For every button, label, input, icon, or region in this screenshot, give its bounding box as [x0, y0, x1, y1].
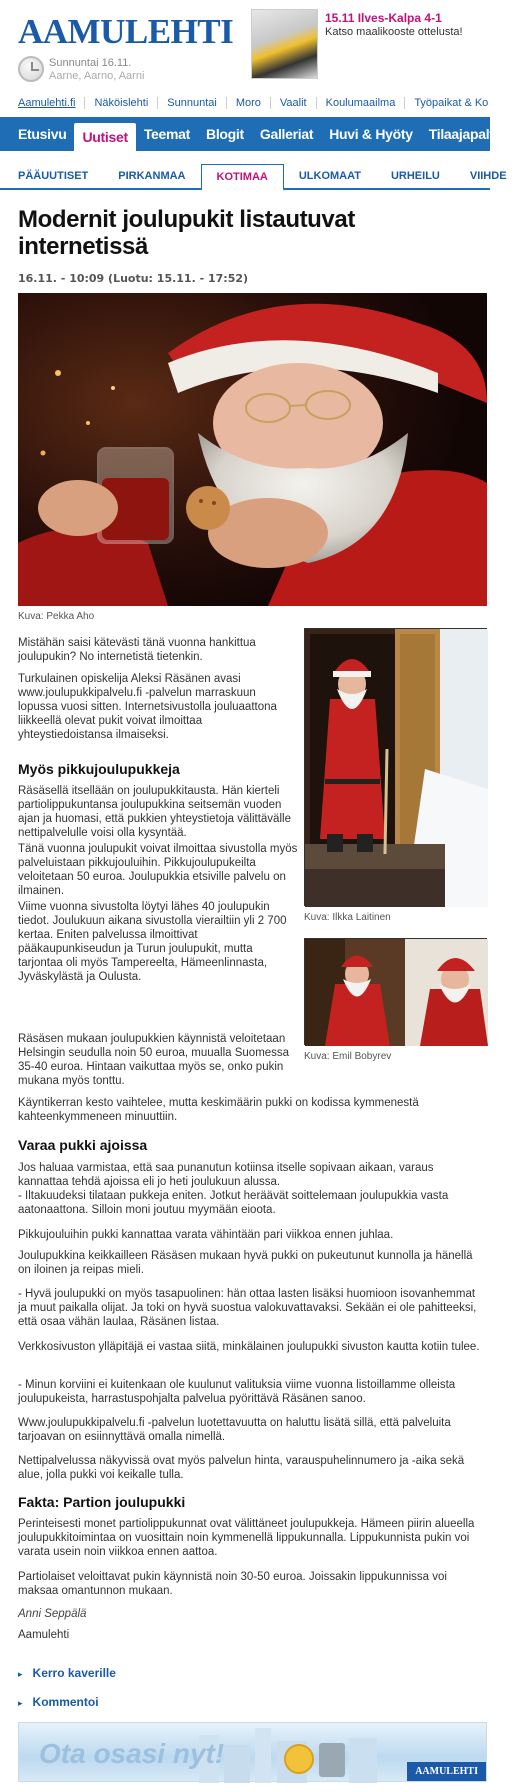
- paragraph-2: Turkulainen opiskelija Aleksi Räsänen avasi www.joulupukkipalvelu.fi -palvelun marraskuun lopussa vuosi sitten. Internetsivustolla jouluaattona liikkeellä olevat pukit voivat ilmoittaa yhteystiedoistansa ilmaiseksi.: [18, 673, 277, 741]
- toplink-koulumaailma[interactable]: Koulumaailma: [316, 97, 405, 109]
- paragraph-13: Verkkosivuston ylläpitäjä ei vastaa siitä, minkälainen joulupukki sivuston kautta kotiin tulee.: [18, 1341, 480, 1353]
- banner-slogan: Ota osasi nyt!: [39, 1738, 225, 1769]
- side-photo-2-caption: Kuva: Emil Bobyrev: [304, 1051, 392, 1062]
- paragraph-12: - Hyvä joulupukki on myös tasapuolinen: hän ottaa lasten lisäksi huomioon isovanhemmat ja muut paikalla olijat. Ja toki on hyvä suostua valokuvattavaksi. Sekään ei ole pahitteeksi, että osaa vähän laulaa, Räsänen listaa.: [18, 1288, 477, 1328]
- paragraph-6: Räsäsen mukaan joulupukkien käynnistä veloitetaan Helsingin seudulla noin 50 euroa, muualla Suomessa 35-40 euroa. Hintaan vaikuttaa myös se, onko pukin mukana myös tonttu.: [18, 1033, 290, 1087]
- share-link-label: Kerro kaverille: [32, 1666, 116, 1680]
- tab-kotimaa[interactable]: KOTIMAA: [201, 164, 284, 191]
- toplink-aamulehti[interactable]: Aamulehti.fi: [18, 97, 76, 109]
- article-author: Anni Seppälä: [18, 1608, 87, 1620]
- paragraph-14: - Minun korviini ei kuitenkaan ole kuulunut valituksia viime vuonna listoillamme olleista joulupukeista, harrastuspohjalta palvelua pyörittävä Räsänen sanoo.: [18, 1379, 456, 1405]
- name-days: Aarne, Aarno, Aarni: [49, 70, 145, 82]
- chevron-right-icon: ▸: [18, 1669, 23, 1679]
- promo-thumbnail[interactable]: [251, 9, 318, 79]
- paragraph-3: Räsäsellä itsellään on joulupukkitausta. Hän kierteli partiolippukuntansa joulupukkina seitsemän vuoden ajan ja huomasi, että pukkien yhteystietoja välittävälle nettipalvelulle voisi olla kysyntää.: [18, 785, 291, 839]
- clock-icon: [18, 56, 44, 82]
- paragraph-7: Käyntikerran kesto vaihtelee, mutta keskimäärin pukki on kodissa kymmenestä kahteenkymmeneen minuuttiin.: [18, 1097, 419, 1123]
- banner-brand-logo: AAMULEHTI: [407, 1762, 486, 1781]
- top-links-bar: [0, 93, 490, 113]
- section-subnavigation: [0, 163, 507, 190]
- main-navigation: [0, 117, 505, 151]
- article-source: Aamulehti: [18, 1629, 70, 1641]
- paragraph-18: Partiolaiset veloittavat pukin käynnistä noin 30-50 euroa. Joissakin lippukunnissa voi maksaa omantunnon mukaan.: [18, 1571, 447, 1597]
- paragraph-11: Joulupukkina keikkailleen Räsäsen mukaan hyvä pukki on pukeutunut kunnolla ja hänellä on iloinen ja reipas mieli.: [18, 1250, 473, 1276]
- tab-viihde[interactable]: VIIHDE: [469, 170, 507, 182]
- tab-paauutiset[interactable]: PÄÄUUTISET: [18, 170, 89, 182]
- side-photo-two-santas[interactable]: [304, 938, 487, 1045]
- toplink-moro[interactable]: Moro: [226, 97, 270, 109]
- nav-tilaajapalvelut[interactable]: Tilaajapalve: [428, 126, 505, 142]
- site-header: [0, 0, 490, 88]
- paragraph-9: - Iltakuudeksi tilataan pukkeja eniten. Jotkut heräävät soittelemaan joulupukkia vasta aatonaattona. Silloin moni joutuu myymään eioota.: [18, 1190, 449, 1216]
- comment-link-label: Kommentoi: [32, 1695, 99, 1709]
- main-article-photo[interactable]: [18, 293, 487, 606]
- article-timestamp: 16.11. - 10:09 (Luotu: 15.11. - 17:52): [18, 272, 249, 285]
- nav-blogit[interactable]: Blogit: [206, 126, 244, 142]
- chevron-right-icon: ▸: [18, 1698, 23, 1708]
- nav-huvi-hyoty[interactable]: Huvi & Hyöty: [329, 126, 413, 142]
- paragraph-16: Nettipalvelussa näkyvissä ovat myös palvelun hinta, varauspuhelinnumero ja -aika sekä alue, jolla pukki voi keikalle tulla.: [18, 1455, 465, 1481]
- advertisement-banner[interactable]: [18, 1722, 487, 1782]
- paragraph-5: Viime vuonna sivustolta löytyi lähes 40 joulupukin tiedot. Joulukuun aikana sivustolla vierailtiin yli 2 700 kertaa. Eniten palvelussa ilmoittivat pääkaupunkiseudun ja Turun joulupukit, mutta tarjontaa oli myös Tampereelta, Hämeenlinnasta, Jyväskylästä ja Oulusta.: [18, 901, 287, 983]
- side-photo-1-caption: Kuva: Ilkka Laitinen: [304, 912, 391, 923]
- share-link[interactable]: [18, 1666, 116, 1680]
- toplink-tyopaikat[interactable]: Työpaikat & Ko: [404, 97, 497, 109]
- nav-uutiset[interactable]: Uutiset: [74, 123, 135, 151]
- subheading-fakta: Fakta: Partion joulupukki: [18, 1494, 186, 1510]
- side-photo-door[interactable]: [304, 628, 487, 906]
- tab-urheilu[interactable]: URHEILU: [390, 170, 440, 182]
- toplink-sunnuntai[interactable]: Sunnuntai: [157, 97, 226, 109]
- nav-galleriat[interactable]: Galleriat: [259, 126, 314, 142]
- paragraph-8: Jos haluaa varmistaa, että saa punanutun kotiinsa itselle sopivaan aikaan, varaus kannattaa tehdä ajoissa eli jo heti joulukuun alussa.: [18, 1162, 434, 1188]
- two-santas-illustration: [305, 939, 488, 1046]
- promo-text[interactable]: Katso maalikooste ottelusta!: [325, 26, 463, 38]
- santa-photo-illustration: [18, 293, 487, 606]
- toplink-vaalit[interactable]: Vaalit: [270, 97, 316, 109]
- subheading-varaa-pukki: Varaa pukki ajoissa: [18, 1137, 148, 1153]
- paragraph-17: Perinteisesti monet partiolippukunnat ovat välittäneet joulupukkeja. Hämeen piirin alueella joulupukkitoimintaa on vuosittain noin kymmenellä lippukunnalla. Lippukunnista pukin voi varata usein noin viikkoa ennen aattoa.: [18, 1518, 475, 1558]
- paragraph-15: Www.joulupukkipalvelu.fi -palvelun luotettavuutta on haluttu lisätä sillä, että palveluita tarjoavan on esiinnyttävä omalla nimellä.: [18, 1417, 451, 1443]
- tab-pirkanmaa[interactable]: PIRKANMAA: [118, 170, 186, 182]
- site-logo[interactable]: AAMULEHTI: [18, 12, 234, 51]
- current-date: Sunnuntai 16.11.: [49, 57, 132, 69]
- santa-at-door-illustration: [305, 629, 488, 907]
- promo-title-link[interactable]: 15.11 Ilves-Kalpa 4-1: [325, 11, 442, 25]
- toplink-nakoislehti[interactable]: Näköislehti: [84, 97, 157, 109]
- nav-etusivu[interactable]: Etusivu: [18, 126, 67, 142]
- subheading-pikkujoulupukkeja: Myös pikkujoulupukkeja: [18, 761, 180, 777]
- paragraph-10: Pikkujouluihin pukki kannattaa varata vähintään pari viikkoa ennen juhlaa.: [18, 1229, 394, 1241]
- tab-ulkomaat[interactable]: ULKOMAAT: [298, 170, 361, 182]
- paragraph-4: Tänä vuonna joulupukit voivat ilmoittaa sivustolla myös palveluistaan pikkujouluihin. Pikkujoulupukeilta veloitetaan 50 euroa. Joulupukkia etsiville palvelu on ilmainen.: [18, 843, 298, 897]
- comment-link[interactable]: [18, 1695, 99, 1709]
- article-headline: Modernit joulupukit listautuvat internetissä: [18, 206, 355, 260]
- main-photo-caption: Kuva: Pekka Aho: [18, 611, 95, 622]
- nav-teemat[interactable]: Teemat: [143, 126, 191, 142]
- paragraph-1: Mistähän saisi kätevästi tänä vuonna hankittua joulupukin? No internetistä tietenkin.: [18, 637, 256, 663]
